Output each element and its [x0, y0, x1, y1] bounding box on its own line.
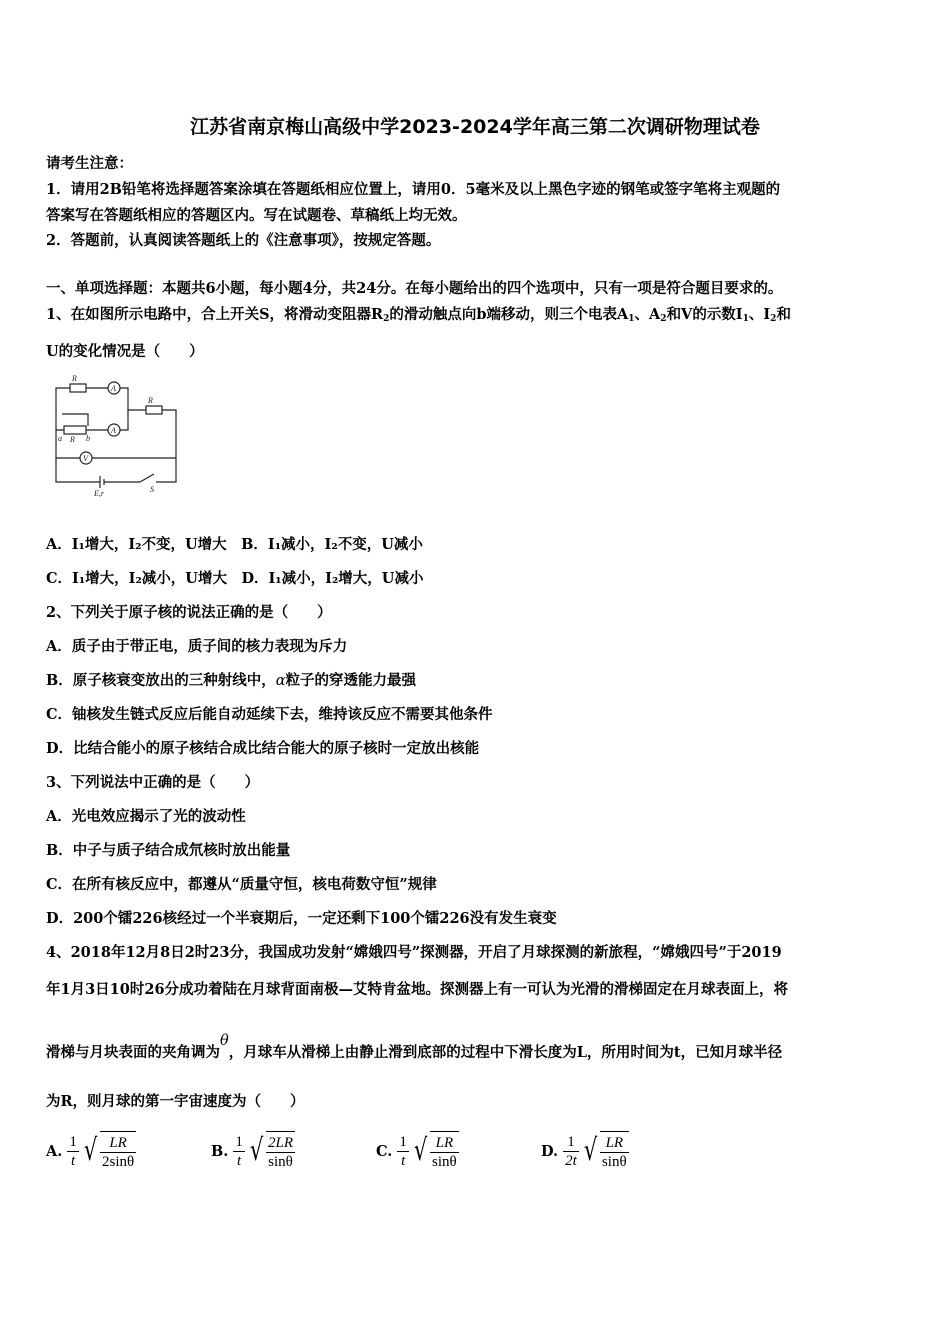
q1-option-d[interactable]: D．I₁减小，I₂增大，U减小: [241, 570, 424, 587]
q1-option-c[interactable]: C．I₁增大，I₂减小，U增大: [46, 570, 227, 587]
label-r1: R: [72, 374, 77, 383]
q1-stem-line2: U的变化情况是（ ）: [46, 343, 204, 360]
q1-option-a[interactable]: A．I₁增大，I₂不变，U增大: [46, 536, 227, 553]
exam-title: 江苏省南京梅山高级中学2023-2024学年高三第二次调研物理试卷: [190, 116, 760, 138]
q3-option-d[interactable]: D．200个镭226核经过一个半衰期后，一定还剩下100个镭226没有发生衰变: [46, 910, 557, 927]
q4-option-c[interactable]: C. $\frac{1}{t}$ √ $\frac{LR}{\sin\theta}$: [376, 1133, 457, 1170]
q2-option-c[interactable]: C．铀核发生链式反应后能自动延续下去，维持该反应不需要其他条件: [46, 706, 493, 723]
ammeter-a1: A: [111, 384, 116, 393]
q4-stem-line3: 滑梯与月块表面的夹角调为θ，月球车从滑梯上由静止滑到底部的过程中下滑长度为L，所用时间为t，已知月球半径: [46, 1033, 783, 1061]
q4-option-a[interactable]: A. $\frac{1}{t}$ √ $\frac{LR}{2\sin\theta}$: [46, 1133, 135, 1170]
section-1-heading: 一、单项选择题：本题共6小题，每小题4分，共24分。在每小题给出的四个选项中，只有一项是符合题目要求的。: [46, 280, 783, 297]
voltmeter: V: [83, 454, 88, 463]
notice-item-1a: 1．请用2B铅笔将选择题答案涂填在答题纸相应位置上，请用0．5毫米及以上黑色字迹的钢笔或签字笔将主观题的: [46, 181, 781, 198]
label-r2: R: [70, 435, 75, 444]
q3-stem: 3、下列说法中正确的是（ ）: [46, 774, 260, 791]
q4-option-d[interactable]: D. $\frac{1}{2t}$ √ $\frac{LR}{\sin\theta}$: [541, 1133, 627, 1170]
q3-option-a[interactable]: A．光电效应揭示了光的波动性: [46, 808, 246, 825]
q2-stem: 2、下列关于原子核的说法正确的是（ ）: [46, 604, 332, 621]
label-er: E,r: [94, 489, 104, 498]
q2-option-a[interactable]: A．质子由于带正电，质子间的核力表现为斥力: [46, 638, 348, 655]
circuit-diagram: [48, 370, 186, 500]
q3-option-b[interactable]: B．中子与质子结合成氘核时放出能量: [46, 842, 291, 859]
q1-options-row1: [46, 533, 423, 554]
q1-stem: 1、在如图所示电路中，合上开关S，将滑动变阻器$R_2$的滑动触点向b端移动，则三个电表$A_1$、$A_2$和V的示数$I_1$、$I_2$和: [46, 306, 791, 324]
q1-option-b[interactable]: B．I₁减小，I₂不变，U减小: [241, 536, 423, 553]
q2-option-d[interactable]: D．比结合能小的原子核结合成比结合能大的原子核时一定放出核能: [46, 740, 480, 757]
label-b: b: [86, 434, 90, 443]
notice-item-1b: 答案写在答题纸相应的答题区内。写在试题卷、草稿纸上均无效。: [46, 207, 467, 224]
q2-option-b[interactable]: B．原子核衰变放出的三种射线中，α粒子的穿透能力最强: [46, 672, 417, 689]
label-s: S: [150, 485, 154, 494]
label-r3: R: [148, 396, 153, 405]
q4-stem-line1: 4、2018年12月8日2时23分，我国成功发射“嫦娥四号”探测器，开启了月球探测的新旅程，“嫦娥四号”于2019: [46, 944, 782, 961]
q4-option-b[interactable]: B. $\frac{1}{t}$ √ $\frac{2LR}{\sin\theta}$: [211, 1133, 294, 1170]
ammeter-a2: A: [111, 426, 116, 435]
q4-stem-line2: 年1月3日10时26分成功着陆在月球背面南极—艾特肯盆地。探测器上有一可认为光滑的滑梯固定在月球表面上，将: [46, 981, 789, 998]
notice-heading: 请考生注意：: [46, 155, 133, 172]
q1-options-row2: [46, 567, 423, 588]
notice-item-2: 2．答题前，认真阅读答题纸上的《注意事项》，按规定答题。: [46, 232, 441, 249]
q3-option-c[interactable]: C．在所有核反应中，都遵从“质量守恒，核电荷数守恒”规律: [46, 876, 437, 893]
label-a: a: [58, 434, 62, 443]
q4-stem-line4: 为R，则月球的第一宇宙速度为（ ）: [46, 1093, 305, 1110]
